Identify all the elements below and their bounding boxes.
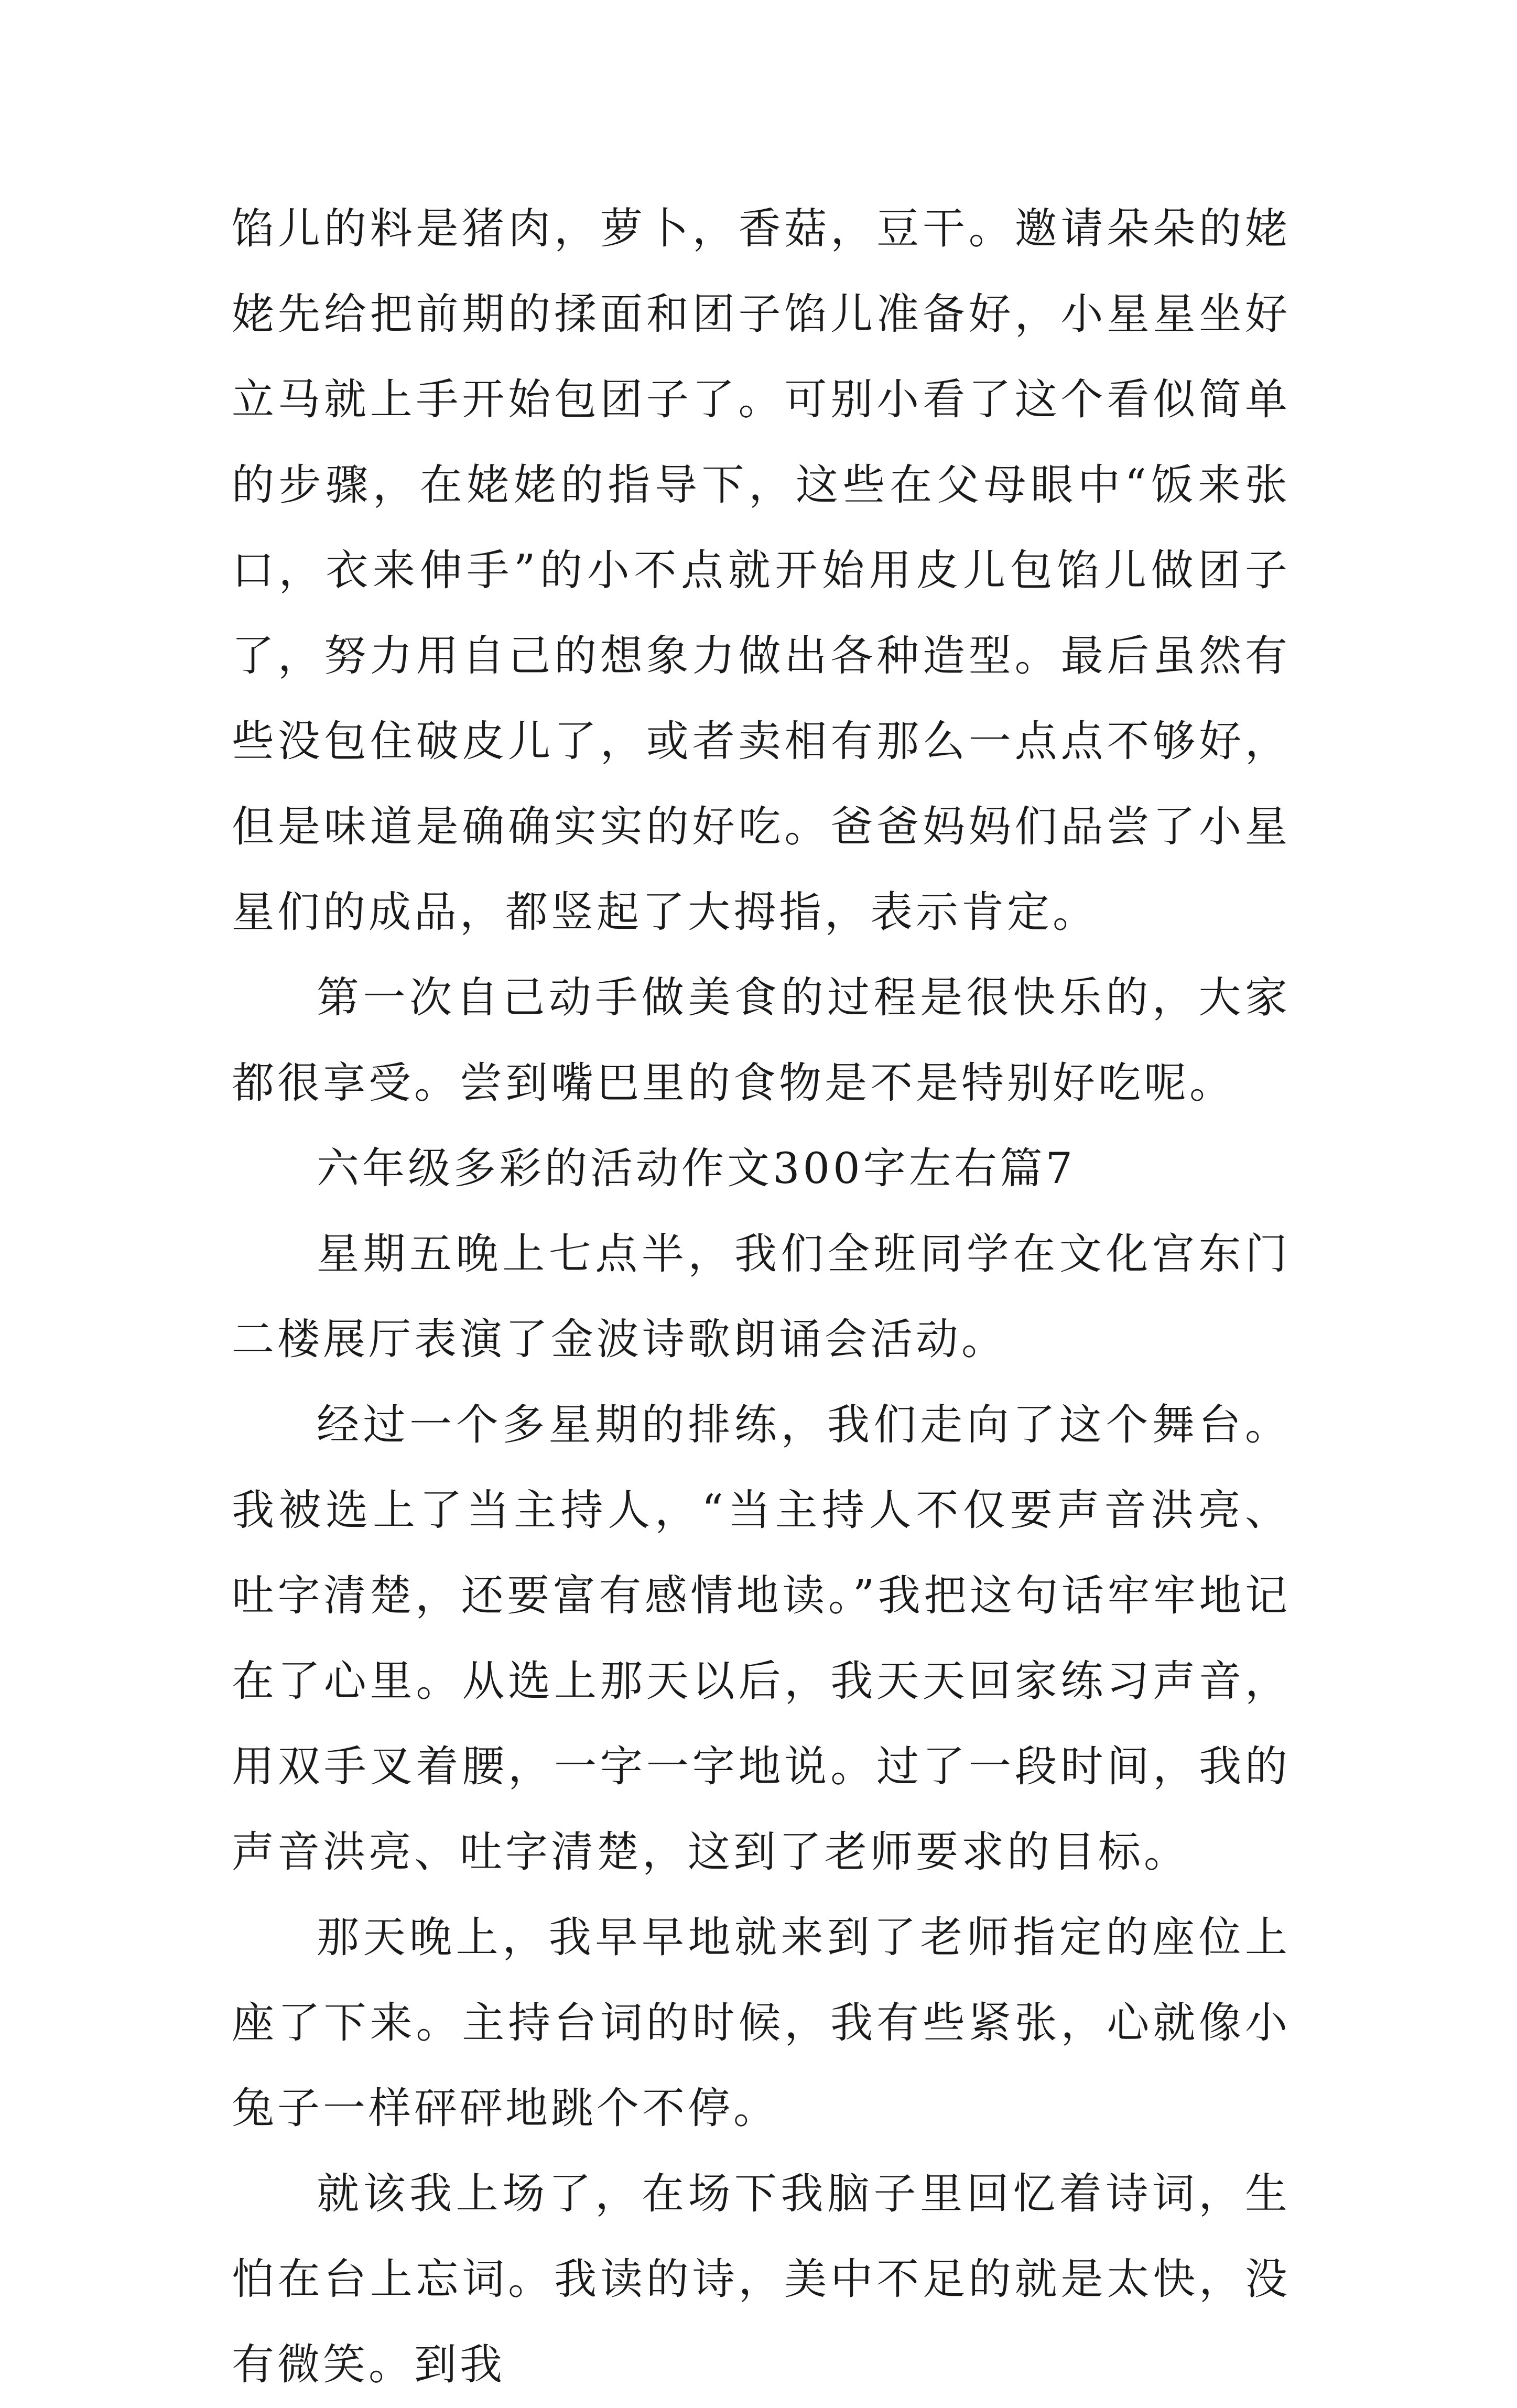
section-heading: 六年级多彩的活动作文300字左右篇7 xyxy=(317,1144,1076,1194)
paragraph-3: 星期五晚上七点半，我们全班同学在文化宫东门二楼展厅表演了金波诗歌朗诵会活动。 xyxy=(232,1230,1291,1364)
paragraph-4: 经过一个多星期的排练，我们走向了这个舞台。我被选上了当主持人，“当主持人不仅要声音洪亮、吐字清楚，还要富有感情地读。”我把这句话牢牢地记在了心里。从选上那天以后，我天天回家练习声音，用双手叉着腰，一字一字地说。过了一段时间，我的声音洪亮、吐字清楚，这到了老师要求的目标。 xyxy=(232,1401,1291,1877)
paragraph-5: 那天晚上，我早早地就来到了老师指定的座位上座了下来。主持台词的时候，我有些紧张，心就像小兔子一样砰砰地跳个不停。 xyxy=(232,1913,1291,2133)
paragraph-6: 就该我上场了，在场下我脑子里回忆着诗词，生怕在台上忘词。我读的诗，美中不足的就是太快，没有微笑。到我 xyxy=(232,2170,1291,2390)
document-body xyxy=(232,187,1291,2408)
paragraph-2: 第一次自己动手做美食的过程是很快乐的，大家都很享受。尝到嘴巴里的食物是不是特别好吃呢。 xyxy=(232,973,1291,1108)
paragraph-1: 馅儿的料是猪肉，萝卜，香菇，豆干。邀请朵朵的姥姥先给把前期的揉面和团子馅儿准备好，小星星坐好立马就上手开始包团子了。可别小看了这个看似简单的步骤，在姥姥的指导下，这些在父母眼中“饭来张口，衣来伸手”的小不点就开始用皮儿包馅儿做团子了，努力用自己的想象力做出各种造型。最后虽然有些没包住破皮儿了，或者卖相有那么一点点不够好，但是味道是确确实实的好吃。爸爸妈妈们品尝了小星星们的成品，都竖起了大拇指，表示肯定。 xyxy=(232,204,1291,937)
